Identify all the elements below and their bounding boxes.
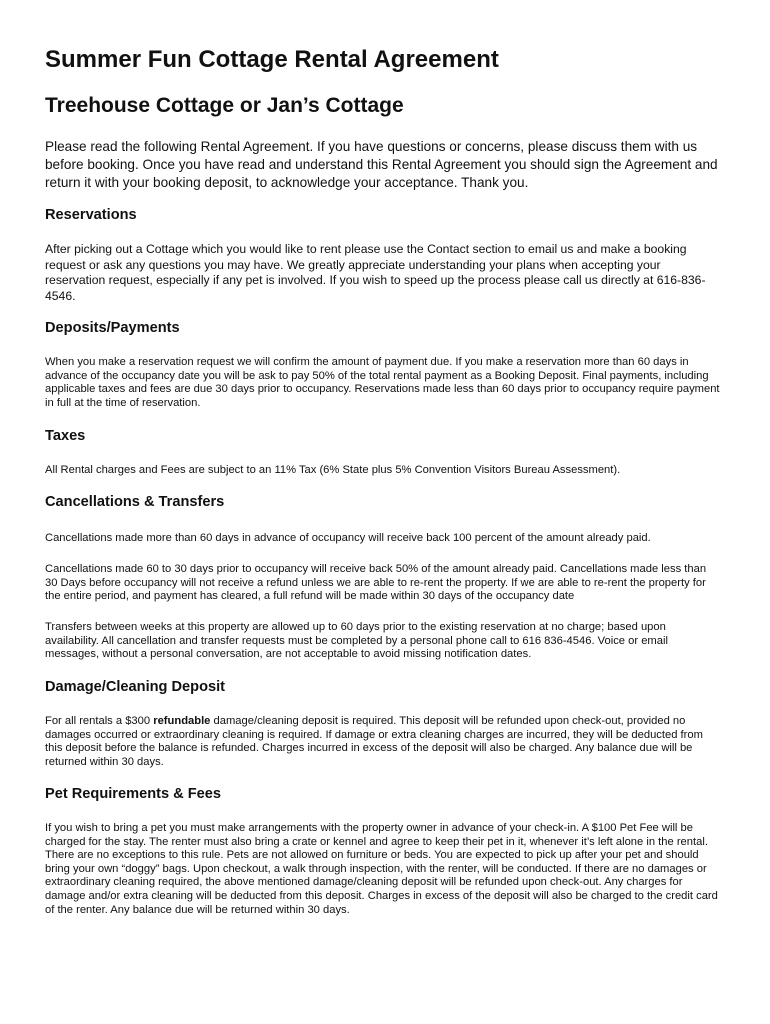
cancellations-p2: Cancellations made 60 to 30 days prior to occupancy will receive back 50% of the amount already paid. Cancellations made less than 30 Days before occupancy will not receive a refund unless we are able to re-rent the property. If we are able to re-rent the property for the entire period, and payment has cleared, a full refund will be made within 30 days of the occupancy date xyxy=(45,563,707,603)
damage-heading: Damage/Cleaning Deposit xyxy=(45,679,226,695)
cancellations-heading: Cancellations & Transfers xyxy=(45,494,225,510)
reservations-text: After picking out a Cottage which you would like to rent please use the Contact section to email us and make a booking request or ask any questions you may have. We greatly appreciate understanding your plans when accepting your reservation request, especially if any pet is involved. If you wish to speed up the process please call us directly at 616-836-4546. xyxy=(45,242,706,303)
damage-text-lead: For all rentals a $300 xyxy=(45,715,154,727)
intro-paragraph: Please read the following Rental Agreement. If you have questions or concerns, please discuss them with us before booking. Once you have read and understand this Rental Agreement you should sign the Agreement and return it with your booking deposit, to acknowledge your acceptance. Thank you. xyxy=(45,139,718,190)
taxes-text: All Rental charges and Fees are subject to an 11% Tax (6% State plus 5% Convention Visitors Bureau Assessment). xyxy=(45,464,621,476)
deposits-text: When you make a reservation request we will confirm the amount of payment due. If you make a reservation more than 60 days in advance of the occupancy date you will be ask to pay 50% of the total rental payment as a Booking Deposit. Final payments, including applicable taxes and fees are due 30 days prior to occupancy. Reservations made less than 60 days prior to occupancy require payment in full at the time of reservation. xyxy=(45,356,720,409)
transfers-text: Transfers between weeks at this property are allowed up to 60 days prior to the existing reservation at no charge; based upon availability. All cancellation and transfer requests must be completed by a personal phone call to 616 836-4546. Voice or email messages, without a personal conversation, are not acceptable to avoid missing notification dates. xyxy=(45,621,668,661)
deposits-heading: Deposits/Payments xyxy=(45,320,180,336)
refundable-emphasis: refundable xyxy=(153,715,211,727)
damage-text-rest: damage/cleaning deposit is required. This deposit will be refunded upon check-out, provided no damages occurred or extraordinary cleaning is required. If damage or extra cleaning charges are incurred, they will be deducted from this deposit before the balance is refunded. Charges incurred in excess of the deposit will also be charged. Any balance due will be returned within 30 days. xyxy=(45,715,703,768)
cancellations-p1: Cancellations made more than 60 days in advance of occupancy will receive back 100 percent of the amount already paid. xyxy=(45,532,651,544)
reservations-heading: Reservations xyxy=(45,207,137,223)
pets-text: If you wish to bring a pet you must make arrangements with the property owner in advance of your check-in. A $100 Pet Fee will be charged for the stay. The renter must also bring a crate or kennel and agree to keep their pet in it, whenever it’s left alone in the rental. There are no exceptions to this rule. Pets are not allowed on furniture or beds. You are expected to pick up after your pet and should bring your own “doggy” bags. Upon checkout, a walk through inspection, with the renter, will be conducted. If there are no damages or extraordinary cleaning required, the above mentioned damage/cleaning deposit will be refunded upon check-out. Any charges for damage and/or extra cleaning will be deducted from this deposit. Charges in excess of the deposit will also be charged to the credit card of the renter. Any balance due will be returned within 30 days. xyxy=(45,822,718,916)
pets-heading: Pet Requirements & Fees xyxy=(45,786,221,802)
damage-text xyxy=(45,715,720,769)
taxes-heading: Taxes xyxy=(45,428,86,444)
document-subtitle: Treehouse Cottage or Jan’s Cottage xyxy=(45,94,404,117)
document-title: Summer Fun Cottage Rental Agreement xyxy=(45,46,499,73)
